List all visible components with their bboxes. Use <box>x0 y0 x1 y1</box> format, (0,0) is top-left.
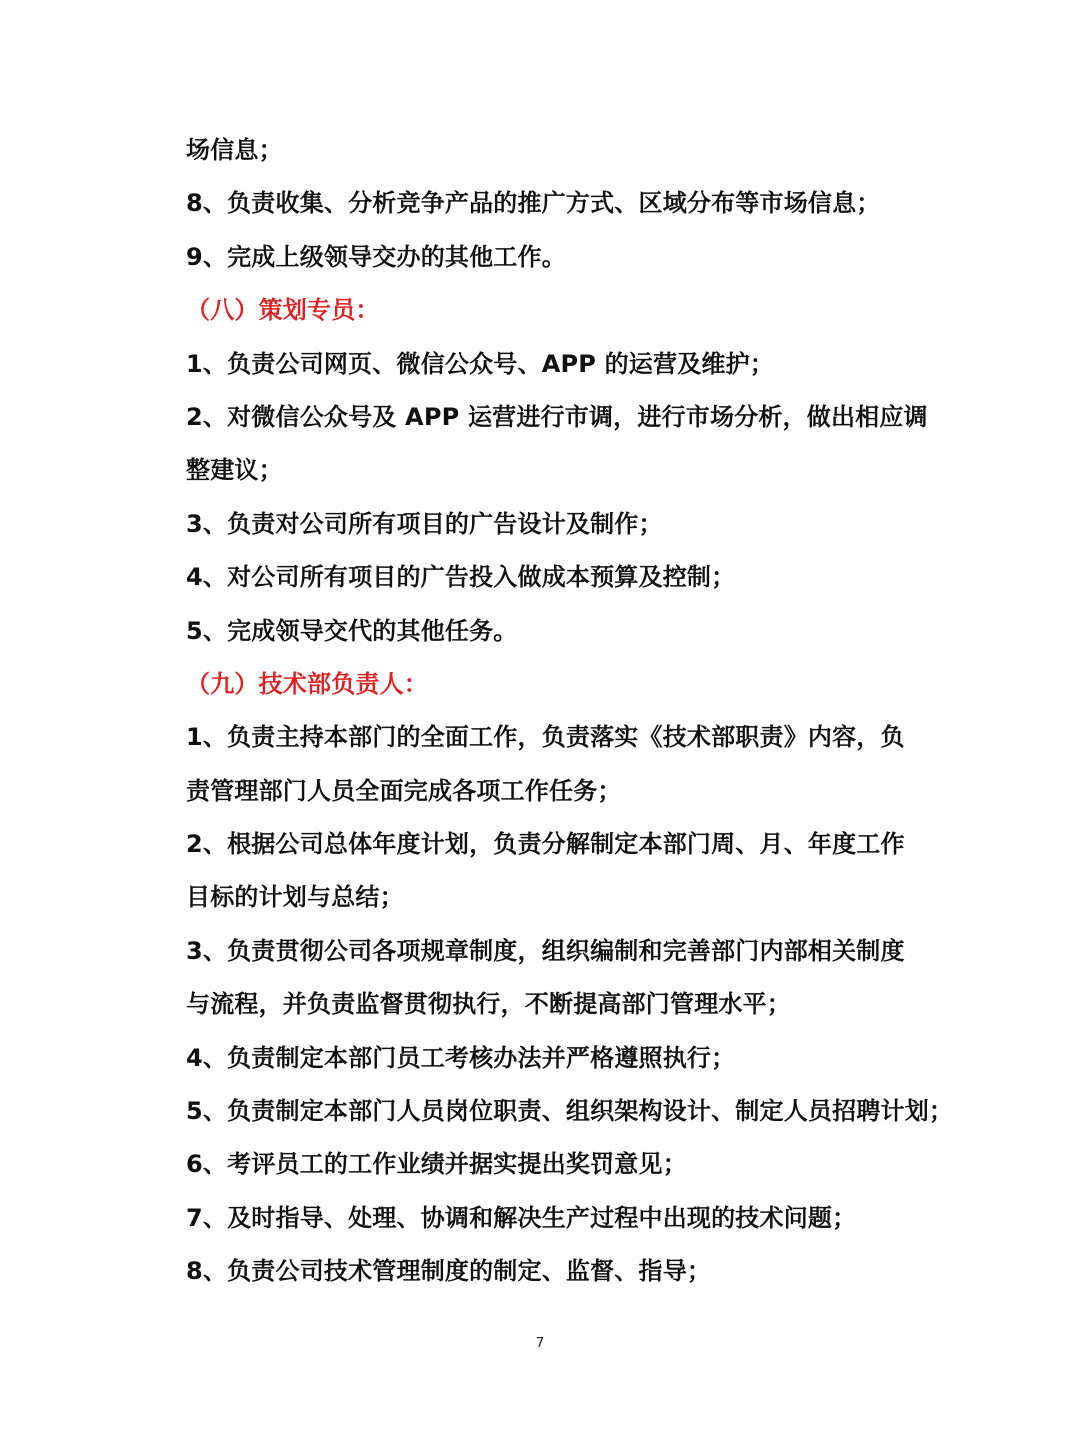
page-number: 7 <box>535 1336 545 1351</box>
text-line: 8、负责收集、分析竞争产品的推广方式、区域分布等市场信息； <box>186 189 881 218</box>
text-line: 4、负责制定本部门员工考核办法并严格遵照执行； <box>186 1043 736 1072</box>
section-heading: （八）策划专员： <box>186 296 380 325</box>
text-line: 9、完成上级领导交办的其他工作。 <box>186 242 566 271</box>
section-heading: （九）技术部负责人： <box>186 669 428 698</box>
text-line: 6、考评员工的工作业绩并据实提出奖罚意见； <box>186 1150 687 1179</box>
text-line: 2、根据公司总体年度计划，负责分解制定本部门周、月、年度工作 <box>186 830 905 859</box>
text-line: 整建议； <box>186 456 283 485</box>
text-line: 1、负责公司网页、微信公众号、APP 的运营及维护； <box>186 349 775 378</box>
text-line: 5、完成领导交代的其他任务。 <box>186 616 518 645</box>
text-line: 2、对微信公众号及 APP 运营进行市调，进行市场分析，做出相应调 <box>186 402 928 431</box>
text-line: 与流程，并负责监督贯彻执行，不断提高部门管理水平； <box>186 990 791 1019</box>
text-line: 责管理部门人员全面完成各项工作任务； <box>186 776 622 805</box>
text-line: 5、负责制定本部门人员岗位职责、组织架构设计、制定人员招聘计划； <box>186 1097 954 1126</box>
text-line: 场信息； <box>186 136 283 164</box>
text-line: 4、对公司所有项目的广告投入做成本预算及控制； <box>186 563 736 592</box>
page-content <box>186 124 954 1299</box>
text-line: 7、及时指导、处理、协调和解决生产过程中出现的技术问题； <box>186 1203 857 1232</box>
text-line: 8、负责公司技术管理制度的制定、监督、指导； <box>186 1257 712 1286</box>
text-line: 1、负责主持本部门的全面工作，负责落实《技术部职责》内容，负 <box>186 723 905 752</box>
text-line: 3、负责对公司所有项目的广告设计及制作； <box>186 509 663 538</box>
text-line: 目标的计划与总结； <box>186 883 404 912</box>
text-line: 3、负责贯彻公司各项规章制度，组织编制和完善部门内部相关制度 <box>186 936 905 965</box>
